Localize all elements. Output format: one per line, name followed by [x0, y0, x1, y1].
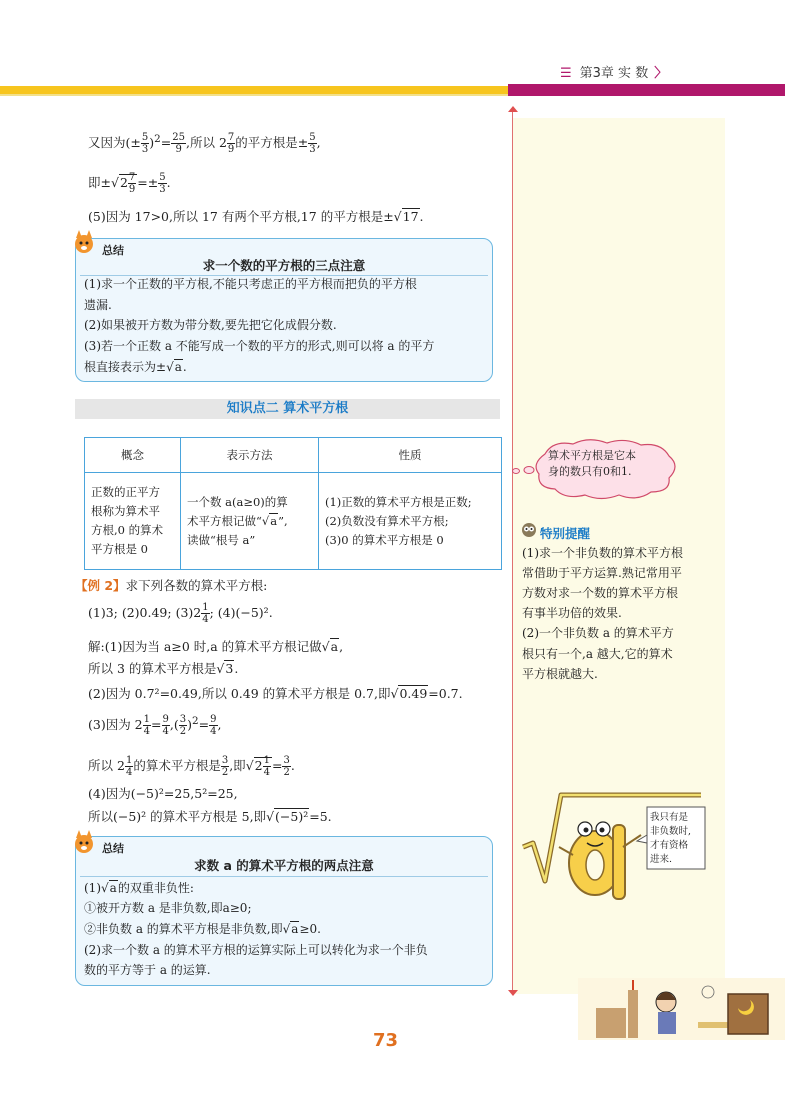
header-concept: 概念 [85, 438, 181, 473]
header-method: 表示方法 [181, 438, 319, 473]
solution-step-7: 所以(−5)² 的算术平方根是 5,即√(−5)²=5. [88, 809, 332, 824]
divider-arrow-bottom [508, 990, 518, 996]
tip-line-4: 有事半功倍的效果. [522, 606, 622, 620]
page-number: 73 [373, 1030, 399, 1051]
bottom-illustration [578, 978, 785, 1040]
owl-mascot-icon [520, 520, 538, 538]
header-bar-yellow [0, 86, 510, 94]
example-2-items: (1)3; (2)0.49; (3)2 $\frac{1}{4}$ ; (4)(−5)². [88, 602, 273, 625]
section-title: 知识点二 算术平方根 [75, 399, 500, 419]
table-header-row [85, 438, 502, 473]
solution-step-3: (2)因为 0.7²=0.49,所以 0.49 的算术平方根是 0.7,即√0.49=0.7. [88, 686, 463, 701]
summary1-line-4: (3)若一个正数 a 不能写成一个数的平方的形式,则可以将 a 的平方 [84, 339, 435, 353]
chapter-header [560, 62, 667, 81]
bubble-text: 算术平方根是它本 身的数只有0和1. [548, 449, 636, 478]
fox-mascot-icon [70, 228, 98, 256]
table-row [85, 473, 502, 570]
solution-step-1: 解:(1)因为当 a≥0 时,a 的算术平方根记做√a, [88, 639, 344, 654]
side-divider [512, 110, 513, 992]
summary2-line-4: (2)求一个数 a 的算术平方根的运算实际上可以转化为求一个非负 [84, 943, 428, 957]
summary2-line-3: ②非负数 a 的算术平方根是非负数,即√a≥0. [84, 922, 321, 936]
tip-line-5: (2)一个非负数 a 的算术平方 [522, 626, 674, 640]
list-icon: ☰ [560, 66, 572, 81]
cell-concept: 正数的正平方 根称为算术平 方根,0 的算术 平方根是 0 [85, 473, 181, 570]
summary2-line-5: 数的平方等于 a 的运算. [84, 963, 211, 977]
tip-line-7: 平方根就越大. [522, 667, 598, 681]
summary2-line-1: (1)√a的双重非负性: [84, 881, 194, 895]
summary1-line-3: (2)如果被开方数为带分数,要先把它化成假分数. [84, 318, 337, 332]
solution-step-4: (3)因为 2 $\frac{1}{4}$ = $\frac{9}{4}$ ,( $\frac{3}{2}$ )$^2$= $\frac{9}{4}$ , [88, 714, 222, 738]
divider-arrow-top [508, 106, 518, 112]
header-property: 性质 [319, 438, 502, 473]
fox-mascot-icon [70, 828, 98, 856]
tip-line-2: 常借助于平方运算.熟记常用平 [522, 566, 682, 580]
chapter-title: 第3章 实 数 [579, 66, 649, 81]
tip-title: 特别提醒 [540, 526, 591, 541]
summary-label-2: 总结 [102, 842, 124, 855]
cell-property: (1)正数的算术平方根是正数; (2)负数没有算术平方根; (3)0 的算术平方根是 0 [319, 473, 502, 570]
tip-line-6: 根只有一个,a 越大,它的算术 [522, 647, 673, 661]
summary-title-2: 求数 a 的算术平方根的两点注意 [194, 858, 374, 873]
summary2-line-2: ①被开方数 a 是非负数,即a≥0; [84, 901, 252, 915]
cartoon-note: 我只有是 非负数时, 才有资格 进来. [650, 812, 692, 865]
summary1-line-1: (1)求一个正数的平方根,不能只考虑正的平方根而把负的平方根 [84, 277, 417, 291]
example-2-heading: 【例 2】求下列各数的算术平方根: [75, 578, 268, 593]
solution-step-5: 所以 2 $\frac{1}{4}$ 的算术平方根是 $\frac{3}{2}$ ,即√2 $\frac{1}{4}$ = $\frac{3}{2}$ . [88, 755, 295, 778]
summary1-line-5: 根直接表示为±√a. [84, 360, 187, 374]
tip-line-3: 方数对求一个数的算术平方根 [522, 586, 679, 600]
solution-line-3: (5)因为 17>0,所以 17 有两个平方根,17 的平方根是±√17. [88, 209, 424, 224]
summary1-line-2: 遗漏. [84, 298, 112, 312]
summary-divider-2 [80, 876, 488, 877]
solution-line-2: 即±√2 $\frac{7}{9}$ =± $\frac{5}{3}$ . [88, 172, 171, 195]
chevron-right-icon: 〉 [654, 66, 668, 81]
summary-title-1: 求一个数的平方根的三点注意 [202, 258, 366, 273]
header-bar-yellow-light [0, 94, 510, 96]
summary-label-1: 总结 [102, 244, 124, 257]
solution-step-2: 所以 3 的算术平方根是√3. [88, 661, 239, 676]
knowledge-table [84, 437, 502, 570]
tip-line-1: (1)求一个非负数的算术平方根 [522, 546, 683, 560]
cell-method: 一个数 a(a≥0)的算 术平方根记做“√a”, 读做“根号 a” [181, 473, 319, 570]
solution-line-1: 又因为(± $\frac{5}{3}$ )$^2$= $\frac{25}{9}$ ,所以 2 $\frac{7}{9}$ 的平方根是± $\frac{5}{3}$ , [88, 132, 321, 156]
header-bar-magenta [508, 84, 785, 96]
solution-step-6: (4)因为(−5)²=25,5²=25, [88, 786, 238, 801]
